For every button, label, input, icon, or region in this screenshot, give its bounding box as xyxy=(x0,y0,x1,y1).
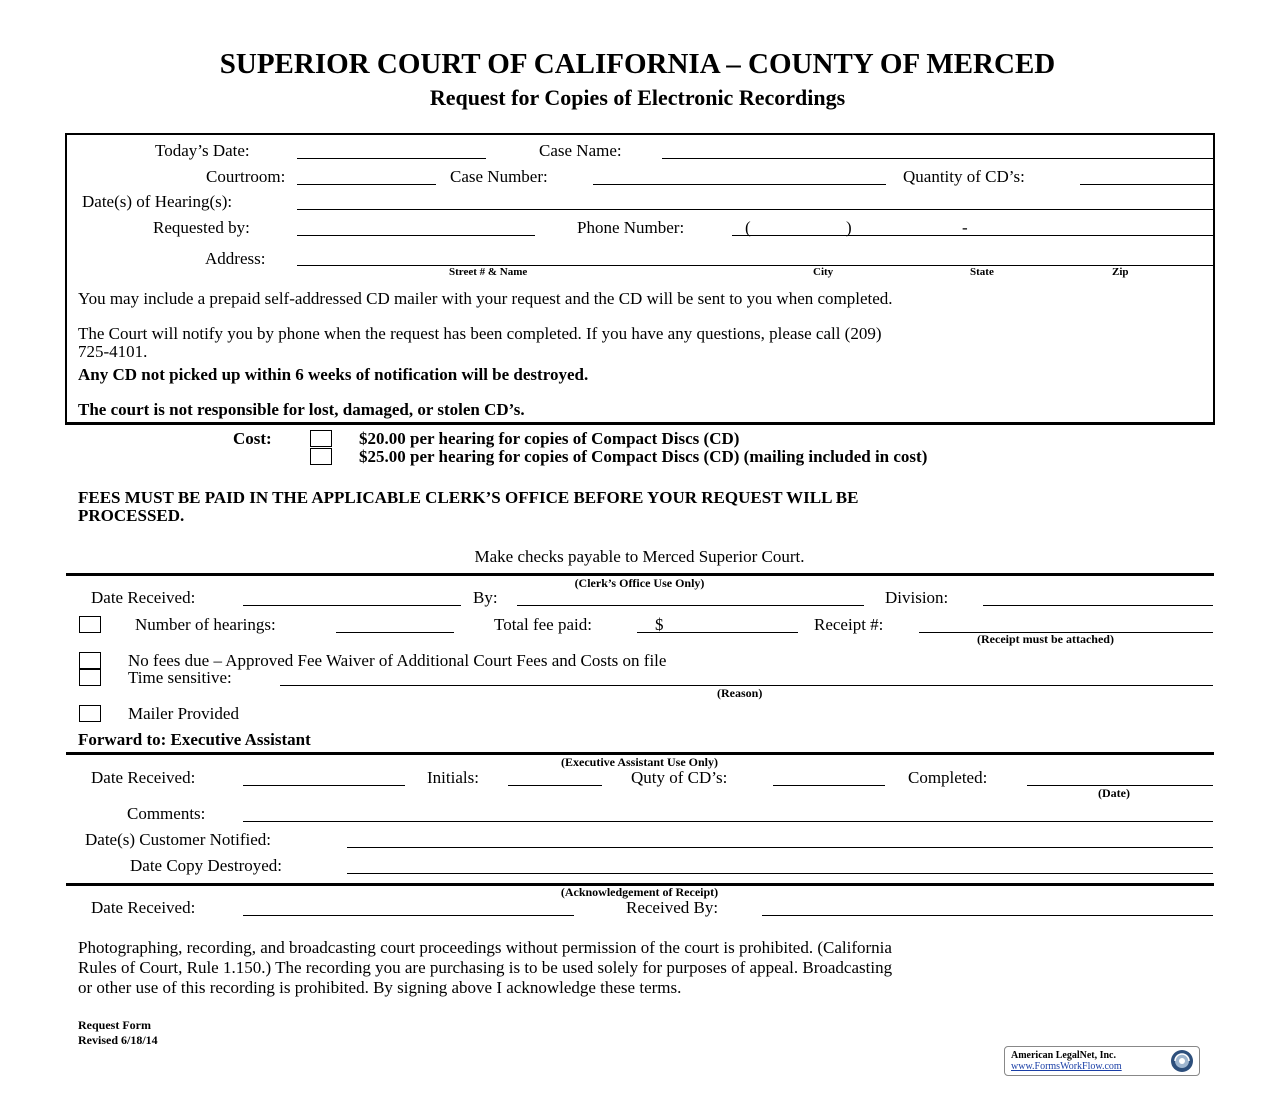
phone-dash: - xyxy=(962,218,968,237)
requested-by-label: Requested by: xyxy=(153,218,250,237)
exec-qty-field[interactable] xyxy=(773,785,885,786)
hearing-dates-field[interactable] xyxy=(297,209,1213,210)
exec-heading: (Executive Assistant Use Only) xyxy=(561,755,718,769)
no-fees-label: No fees due – Approved Fee Waiver of Additional Court Fees and Costs on file xyxy=(128,651,667,670)
ack-received-by-label: Received By: xyxy=(626,898,719,917)
num-hearings-field[interactable] xyxy=(336,632,454,633)
publisher-name: American LegalNet, Inc. xyxy=(1011,1050,1116,1061)
cost-option1-label: $20.00 per hearing for copies of Compact Discs (CD) xyxy=(359,429,740,448)
disclaimer-line2: Rules of Court, Rule 1.150.) The recording you are purchasing is to be used solely for purposes of appeal. Broadcasting xyxy=(78,958,893,977)
publisher-website[interactable]: www.FormsWorkFlow.com xyxy=(1011,1061,1122,1072)
ack-date-received-field[interactable] xyxy=(243,915,574,916)
exec-comments-field[interactable] xyxy=(243,821,1213,822)
total-fee-label: Total fee paid: xyxy=(494,615,592,634)
clerk-by-field[interactable] xyxy=(517,605,864,606)
cost-option2-checkbox[interactable] xyxy=(310,448,332,465)
receipt-caption: (Receipt must be attached) xyxy=(977,632,1114,646)
todays-date-field[interactable] xyxy=(297,158,486,159)
cost-option1-checkbox[interactable] xyxy=(310,430,332,447)
reason-caption: (Reason) xyxy=(717,686,763,700)
time-sensitive-checkbox[interactable] xyxy=(79,669,101,686)
clerk-division-field[interactable] xyxy=(983,605,1213,606)
time-sensitive-label: Time sensitive: xyxy=(128,668,232,687)
receipt-label: Receipt #: xyxy=(814,615,884,634)
revised-date: Revised 6/18/14 xyxy=(78,1033,158,1047)
form-name: Request Form xyxy=(78,1018,151,1032)
fees-notice-line2: PROCESSED. xyxy=(78,506,185,525)
fees-notice-line1: FEES MUST BE PAID IN THE APPLICABLE CLERK’S OFFICE BEFORE YOUR REQUEST WILL BE xyxy=(78,488,859,507)
clerk-date-received-label: Date Received: xyxy=(91,588,196,607)
total-fee-dollar: $ xyxy=(655,615,664,634)
address-field[interactable] xyxy=(297,265,1213,266)
mailer-provided-label: Mailer Provided xyxy=(128,704,239,723)
pickup-warning: Any CD not picked up within 6 weeks of notification will be destroyed. xyxy=(78,365,589,384)
exec-qty-label: Quty of CD’s: xyxy=(631,768,728,787)
checks-note: Make checks payable to Merced Superior Court. xyxy=(474,547,805,566)
clerk-division-label: Division: xyxy=(885,588,949,607)
cost-label: Cost: xyxy=(233,429,272,448)
exec-completed-label: Completed: xyxy=(908,768,988,787)
ack-received-by-field[interactable] xyxy=(762,915,1213,916)
cost-option2-label: $25.00 per hearing for copies of Compact Discs (CD) (mailing included in cost) xyxy=(359,447,928,466)
case-number-label: Case Number: xyxy=(450,167,548,186)
ack-heading: (Acknowledgement of Receipt) xyxy=(560,885,719,899)
page-subtitle: Request for Copies of Electronic Recordings xyxy=(429,85,846,110)
notify-note-line1: The Court will notify you by phone when the request has been completed. If you have any questions, please call (209) xyxy=(78,324,882,343)
address-label: Address: xyxy=(205,249,266,268)
phone-field[interactable] xyxy=(732,235,1213,236)
mailer-provided-checkbox[interactable] xyxy=(79,705,101,722)
address-street-caption: Street # & Name xyxy=(449,266,528,278)
num-hearings-checkbox[interactable] xyxy=(79,616,101,633)
courtroom-label: Courtroom: xyxy=(206,167,286,186)
phone-open-paren: ( xyxy=(745,218,751,237)
clerk-heading: (Clerk’s Office Use Only) xyxy=(574,576,705,590)
exec-notified-label: Date(s) Customer Notified: xyxy=(85,830,272,849)
quantity-field[interactable] xyxy=(1080,184,1213,185)
phone-close-paren: ) xyxy=(846,218,852,237)
publisher-badge[interactable] xyxy=(1004,1046,1200,1076)
courtroom-field[interactable] xyxy=(297,184,436,185)
ack-date-received-label: Date Received: xyxy=(91,898,196,917)
address-zip-caption: Zip xyxy=(1112,266,1129,278)
page-title: SUPERIOR COURT OF CALIFORNIA – COUNTY OF MERCED xyxy=(219,48,1056,80)
exec-date-received-label: Date Received: xyxy=(91,768,196,787)
case-name-label: Case Name: xyxy=(539,141,622,160)
hearing-dates-label: Date(s) of Hearing(s): xyxy=(82,192,233,211)
clerk-by-label: By: xyxy=(473,588,498,607)
globe-logo-icon xyxy=(1169,1048,1195,1074)
phone-label: Phone Number: xyxy=(577,218,685,237)
requested-by-field[interactable] xyxy=(297,235,535,236)
disclaimer-line1: Photographing, recording, and broadcasting court proceedings without permission of the court is prohibited. (California xyxy=(78,938,892,957)
no-fees-checkbox[interactable] xyxy=(79,652,101,669)
clerk-date-received-field[interactable] xyxy=(243,605,461,606)
exec-date-caption: (Date) xyxy=(1098,786,1130,800)
forward-to-label: Forward to: Executive Assistant xyxy=(78,730,311,749)
exec-initials-label: Initials: xyxy=(427,768,479,787)
liability-note: The court is not responsible for lost, damaged, or stolen CD’s. xyxy=(78,400,525,419)
disclaimer-line3: or other use of this recording is prohibited. By signing above I acknowledge these terms. xyxy=(78,978,682,997)
mailer-note: You may include a prepaid self-addressed CD mailer with your request and the CD will be sent to you when completed. xyxy=(78,289,893,308)
exec-date-received-field[interactable] xyxy=(243,785,405,786)
exec-initials-field[interactable] xyxy=(508,785,602,786)
case-number-field[interactable] xyxy=(593,184,886,185)
exec-destroyed-field[interactable] xyxy=(347,873,1213,874)
todays-date-label: Today’s Date: xyxy=(155,141,250,160)
exec-notified-field[interactable] xyxy=(347,847,1213,848)
notify-note-line2: 725-4101. xyxy=(78,342,148,361)
quantity-label: Quantity of CD’s: xyxy=(903,167,1025,186)
address-city-caption: City xyxy=(813,266,834,278)
case-name-field[interactable] xyxy=(662,158,1213,159)
address-state-caption: State xyxy=(970,266,994,278)
exec-comments-label: Comments: xyxy=(127,804,206,823)
num-hearings-label: Number of hearings: xyxy=(135,615,276,634)
exec-destroyed-label: Date Copy Destroyed: xyxy=(130,856,283,875)
